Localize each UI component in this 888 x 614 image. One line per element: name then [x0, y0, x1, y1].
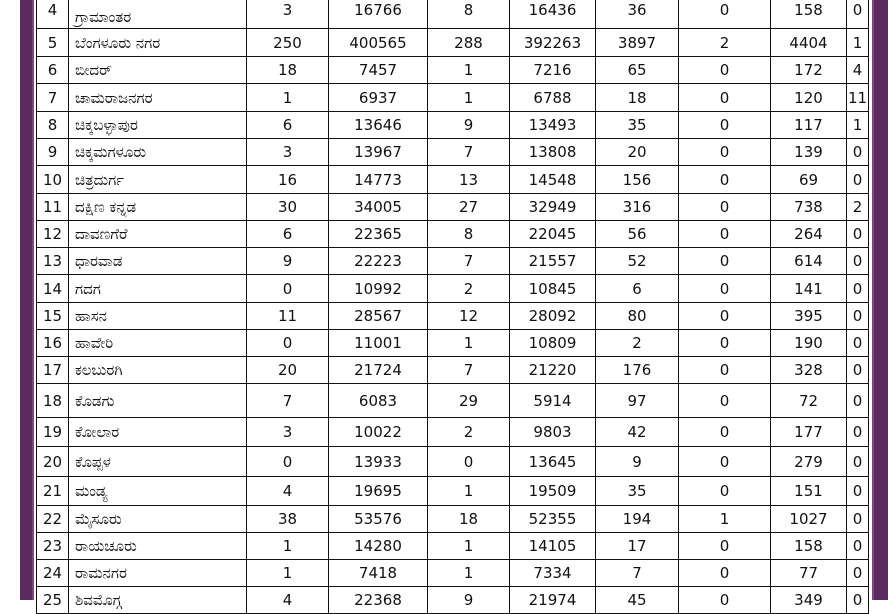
district-name-cell: ಬೀದರ್	[69, 57, 247, 84]
data-cell-c7: 120	[771, 84, 847, 112]
data-cell-c1: 3	[247, 418, 329, 447]
data-cell-c3: 1	[428, 560, 510, 587]
data-cell-c1: 18	[247, 57, 329, 84]
data-cell-c5: 9	[596, 447, 679, 477]
page-border-left-inner	[32, 0, 34, 600]
data-cell-c5: 45	[596, 587, 679, 614]
data-cell-c8: 11	[847, 84, 869, 112]
data-cell-c3: 2	[428, 275, 510, 303]
data-cell-c8: 0	[847, 303, 869, 330]
data-cell-c4: 14105	[510, 533, 596, 560]
data-cell-c4: 392263	[510, 29, 596, 57]
data-cell-c8: 0	[847, 533, 869, 560]
data-cell-c3: 29	[428, 384, 510, 418]
data-cell-c4: 7216	[510, 57, 596, 84]
data-cell-c4: 7334	[510, 560, 596, 587]
data-cell-c3: 27	[428, 194, 510, 221]
serial-number-cell: 7	[37, 84, 69, 112]
table-row	[37, 303, 869, 330]
page-border-left	[20, 0, 32, 600]
data-cell-c2: 6937	[329, 84, 428, 112]
data-cell-c5: 156	[596, 166, 679, 194]
serial-number-cell: 20	[37, 447, 69, 477]
data-cell-c6: 0	[679, 330, 771, 357]
serial-number-cell: 16	[37, 330, 69, 357]
district-name-cell: ಕೊಡಗು	[69, 384, 247, 418]
data-cell-c3: 1	[428, 533, 510, 560]
data-cell-c7: 77	[771, 560, 847, 587]
serial-number-cell: 25	[37, 587, 69, 614]
data-cell-c1: 1	[247, 84, 329, 112]
table-row	[37, 533, 869, 560]
data-cell-c8: 0	[847, 330, 869, 357]
data-cell-c8: 0	[847, 357, 869, 384]
data-cell-c1: 0	[247, 447, 329, 477]
data-cell-c6: 0	[679, 477, 771, 506]
data-cell-c1: 6	[247, 112, 329, 139]
serial-number-cell: 21	[37, 477, 69, 506]
data-cell-c8: 1	[847, 29, 869, 57]
district-name-cell: ಗ್ರಾಮಾಂತರ	[69, 0, 247, 29]
district-covid-table-wrapper	[36, 0, 869, 614]
data-cell-c5: 176	[596, 357, 679, 384]
data-cell-c3: 1	[428, 84, 510, 112]
data-cell-c4: 32949	[510, 194, 596, 221]
data-cell-c7: 151	[771, 477, 847, 506]
data-cell-c8: 0	[847, 506, 869, 533]
data-cell-c6: 0	[679, 560, 771, 587]
table-row	[37, 221, 869, 248]
data-cell-c6: 0	[679, 303, 771, 330]
data-cell-c1: 250	[247, 29, 329, 57]
data-cell-c7: 172	[771, 57, 847, 84]
district-name-cell: ಚಿತ್ರದುರ್ಗ	[69, 166, 247, 194]
table-row	[37, 248, 869, 275]
data-cell-c3: 13	[428, 166, 510, 194]
district-name-cell: ಕೊಪ್ಪಳ	[69, 447, 247, 477]
data-cell-c8: 0	[847, 587, 869, 614]
table-row	[37, 29, 869, 57]
table-row	[37, 560, 869, 587]
data-cell-c2: 19695	[329, 477, 428, 506]
data-cell-c6: 0	[679, 418, 771, 447]
table-row	[37, 194, 869, 221]
data-cell-c7: 158	[771, 533, 847, 560]
district-name-cell: ಚಿಕ್ಕಮಗಳೂರು	[69, 139, 247, 166]
data-cell-c5: 3897	[596, 29, 679, 57]
data-cell-c7: 141	[771, 275, 847, 303]
serial-number-cell: 15	[37, 303, 69, 330]
data-cell-c7: 158	[771, 0, 847, 29]
serial-number-cell: 24	[37, 560, 69, 587]
serial-number-cell: 22	[37, 506, 69, 533]
data-cell-c1: 30	[247, 194, 329, 221]
data-cell-c8: 0	[847, 477, 869, 506]
serial-number-cell: 10	[37, 166, 69, 194]
data-cell-c1: 4	[247, 587, 329, 614]
district-name-cell: ಹಾಸನ	[69, 303, 247, 330]
data-cell-c6: 0	[679, 57, 771, 84]
data-cell-c1: 6	[247, 221, 329, 248]
district-name-cell: ದಕ್ಷಿಣ ಕನ್ನಡ	[69, 194, 247, 221]
data-cell-c6: 0	[679, 384, 771, 418]
data-cell-c7: 190	[771, 330, 847, 357]
data-cell-c8: 0	[847, 139, 869, 166]
data-cell-c4: 21220	[510, 357, 596, 384]
data-cell-c5: 56	[596, 221, 679, 248]
data-cell-c6: 0	[679, 275, 771, 303]
data-cell-c3: 7	[428, 357, 510, 384]
data-cell-c2: 16766	[329, 0, 428, 29]
data-cell-c3: 12	[428, 303, 510, 330]
data-cell-c6: 0	[679, 194, 771, 221]
table-row	[37, 84, 869, 112]
data-cell-c7: 328	[771, 357, 847, 384]
data-cell-c1: 38	[247, 506, 329, 533]
data-cell-c7: 139	[771, 139, 847, 166]
data-cell-c2: 10992	[329, 275, 428, 303]
data-cell-c7: 614	[771, 248, 847, 275]
page-border-right	[874, 0, 888, 600]
data-cell-c2: 7457	[329, 57, 428, 84]
district-name-cell: ಬೆಂಗಳೂರು ನಗರ	[69, 29, 247, 57]
data-cell-c2: 400565	[329, 29, 428, 57]
data-cell-c8: 0	[847, 248, 869, 275]
data-cell-c2: 53576	[329, 506, 428, 533]
data-cell-c2: 34005	[329, 194, 428, 221]
data-cell-c2: 14773	[329, 166, 428, 194]
data-cell-c8: 2	[847, 194, 869, 221]
data-cell-c4: 10845	[510, 275, 596, 303]
data-cell-c1: 4	[247, 477, 329, 506]
data-cell-c4: 13493	[510, 112, 596, 139]
data-cell-c3: 0	[428, 447, 510, 477]
data-cell-c5: 18	[596, 84, 679, 112]
district-name-cell: ರಾಮನಗರ	[69, 560, 247, 587]
table-row	[37, 447, 869, 477]
data-cell-c7: 4404	[771, 29, 847, 57]
serial-number-cell: 12	[37, 221, 69, 248]
data-cell-c7: 1027	[771, 506, 847, 533]
data-cell-c6: 0	[679, 533, 771, 560]
data-cell-c5: 65	[596, 57, 679, 84]
serial-number-cell: 4	[37, 0, 69, 29]
district-name-cell: ರಾಯಚೂರು	[69, 533, 247, 560]
serial-number-cell: 17	[37, 357, 69, 384]
data-cell-c8: 0	[847, 275, 869, 303]
data-cell-c5: 20	[596, 139, 679, 166]
district-name-cell: ಚಾಮರಾಜನಗರ	[69, 84, 247, 112]
data-cell-c8: 0	[847, 384, 869, 418]
data-cell-c3: 1	[428, 330, 510, 357]
serial-number-cell: 5	[37, 29, 69, 57]
data-cell-c1: 1	[247, 560, 329, 587]
data-cell-c7: 264	[771, 221, 847, 248]
data-cell-c6: 0	[679, 0, 771, 29]
data-cell-c3: 1	[428, 477, 510, 506]
data-cell-c1: 16	[247, 166, 329, 194]
data-cell-c3: 2	[428, 418, 510, 447]
data-cell-c2: 13967	[329, 139, 428, 166]
data-cell-c3: 9	[428, 587, 510, 614]
data-cell-c4: 22045	[510, 221, 596, 248]
data-cell-c3: 8	[428, 221, 510, 248]
data-cell-c8: 0	[847, 166, 869, 194]
district-name-cell: ಮೈಸೂರು	[69, 506, 247, 533]
data-cell-c5: 42	[596, 418, 679, 447]
data-cell-c8: 0	[847, 221, 869, 248]
data-cell-c7: 177	[771, 418, 847, 447]
district-name-cell: ಶಿವಮೊಗ್ಗ	[69, 587, 247, 614]
data-cell-c8: 0	[847, 0, 869, 29]
data-cell-c6: 0	[679, 447, 771, 477]
data-cell-c2: 6083	[329, 384, 428, 418]
table-row	[37, 57, 869, 84]
data-cell-c6: 0	[679, 84, 771, 112]
data-cell-c6: 0	[679, 248, 771, 275]
district-name-cell: ಚಿಕ್ಕಬಳ್ಳಾಪುರ	[69, 112, 247, 139]
data-cell-c2: 22223	[329, 248, 428, 275]
data-cell-c4: 52355	[510, 506, 596, 533]
data-cell-c8: 0	[847, 560, 869, 587]
data-cell-c7: 395	[771, 303, 847, 330]
data-cell-c4: 6788	[510, 84, 596, 112]
serial-number-cell: 6	[37, 57, 69, 84]
data-cell-c3: 9	[428, 112, 510, 139]
district-covid-table	[36, 0, 869, 614]
table-row	[37, 477, 869, 506]
district-name-cell: ಕಲಬುರಗಿ	[69, 357, 247, 384]
data-cell-c4: 13645	[510, 447, 596, 477]
data-cell-c5: 6	[596, 275, 679, 303]
data-cell-c2: 21724	[329, 357, 428, 384]
data-cell-c6: 0	[679, 139, 771, 166]
table-row	[37, 357, 869, 384]
table-row	[37, 166, 869, 194]
table-row	[37, 384, 869, 418]
data-cell-c5: 52	[596, 248, 679, 275]
data-cell-c4: 5914	[510, 384, 596, 418]
data-cell-c4: 10809	[510, 330, 596, 357]
data-cell-c5: 17	[596, 533, 679, 560]
data-cell-c3: 288	[428, 29, 510, 57]
table-body	[37, 0, 869, 614]
data-cell-c1: 20	[247, 357, 329, 384]
table-row	[37, 112, 869, 139]
page-border-right-inner	[872, 0, 874, 600]
data-cell-c8: 1	[847, 112, 869, 139]
district-name-cell: ಕೋಲಾರ	[69, 418, 247, 447]
data-cell-c4: 28092	[510, 303, 596, 330]
district-name-cell: ಗದಗ	[69, 275, 247, 303]
data-cell-c7: 117	[771, 112, 847, 139]
data-cell-c4: 14548	[510, 166, 596, 194]
data-cell-c8: 4	[847, 57, 869, 84]
data-cell-c4: 16436	[510, 0, 596, 29]
data-cell-c5: 35	[596, 477, 679, 506]
data-cell-c4: 21974	[510, 587, 596, 614]
data-cell-c1: 9	[247, 248, 329, 275]
serial-number-cell: 9	[37, 139, 69, 166]
table-row	[37, 506, 869, 533]
data-cell-c5: 36	[596, 0, 679, 29]
data-cell-c7: 72	[771, 384, 847, 418]
data-cell-c2: 28567	[329, 303, 428, 330]
data-cell-c1: 11	[247, 303, 329, 330]
data-cell-c4: 13808	[510, 139, 596, 166]
data-cell-c5: 97	[596, 384, 679, 418]
data-cell-c3: 18	[428, 506, 510, 533]
district-name-cell: ದಾವಣಗೆರೆ	[69, 221, 247, 248]
data-cell-c3: 1	[428, 57, 510, 84]
data-cell-c4: 9803	[510, 418, 596, 447]
table-row	[37, 275, 869, 303]
serial-number-cell: 13	[37, 248, 69, 275]
data-cell-c5: 7	[596, 560, 679, 587]
data-cell-c7: 738	[771, 194, 847, 221]
data-cell-c1: 1	[247, 533, 329, 560]
data-cell-c2: 13933	[329, 447, 428, 477]
data-cell-c5: 80	[596, 303, 679, 330]
data-cell-c2: 22368	[329, 587, 428, 614]
district-name-cell: ಮಂಡ್ಯ	[69, 477, 247, 506]
data-cell-c1: 0	[247, 330, 329, 357]
data-cell-c8: 0	[847, 418, 869, 447]
data-cell-c1: 3	[247, 0, 329, 29]
table-row	[37, 139, 869, 166]
data-cell-c1: 3	[247, 139, 329, 166]
serial-number-cell: 19	[37, 418, 69, 447]
data-cell-c7: 349	[771, 587, 847, 614]
serial-number-cell: 18	[37, 384, 69, 418]
data-cell-c6: 2	[679, 29, 771, 57]
data-cell-c2: 14280	[329, 533, 428, 560]
serial-number-cell: 14	[37, 275, 69, 303]
data-cell-c5: 316	[596, 194, 679, 221]
data-cell-c6: 0	[679, 587, 771, 614]
serial-number-cell: 8	[37, 112, 69, 139]
data-cell-c2: 22365	[329, 221, 428, 248]
data-cell-c4: 19509	[510, 477, 596, 506]
data-cell-c5: 2	[596, 330, 679, 357]
table-row	[37, 330, 869, 357]
data-cell-c2: 13646	[329, 112, 428, 139]
data-cell-c6: 0	[679, 166, 771, 194]
data-cell-c7: 69	[771, 166, 847, 194]
data-cell-c6: 1	[679, 506, 771, 533]
data-cell-c6: 0	[679, 357, 771, 384]
data-cell-c3: 7	[428, 139, 510, 166]
data-cell-c3: 8	[428, 0, 510, 29]
data-cell-c6: 0	[679, 221, 771, 248]
data-cell-c6: 0	[679, 112, 771, 139]
data-cell-c5: 35	[596, 112, 679, 139]
table-row	[37, 0, 869, 29]
data-cell-c5: 194	[596, 506, 679, 533]
data-cell-c2: 11001	[329, 330, 428, 357]
data-cell-c2: 7418	[329, 560, 428, 587]
data-cell-c8: 0	[847, 447, 869, 477]
data-cell-c1: 7	[247, 384, 329, 418]
district-name-cell: ಹಾವೇರಿ	[69, 330, 247, 357]
table-row	[37, 418, 869, 447]
data-cell-c7: 279	[771, 447, 847, 477]
data-cell-c2: 10022	[329, 418, 428, 447]
data-cell-c1: 0	[247, 275, 329, 303]
serial-number-cell: 23	[37, 533, 69, 560]
serial-number-cell: 11	[37, 194, 69, 221]
data-cell-c3: 7	[428, 248, 510, 275]
district-name-cell: ಧಾರವಾಡ	[69, 248, 247, 275]
data-cell-c4: 21557	[510, 248, 596, 275]
table-row	[37, 587, 869, 614]
